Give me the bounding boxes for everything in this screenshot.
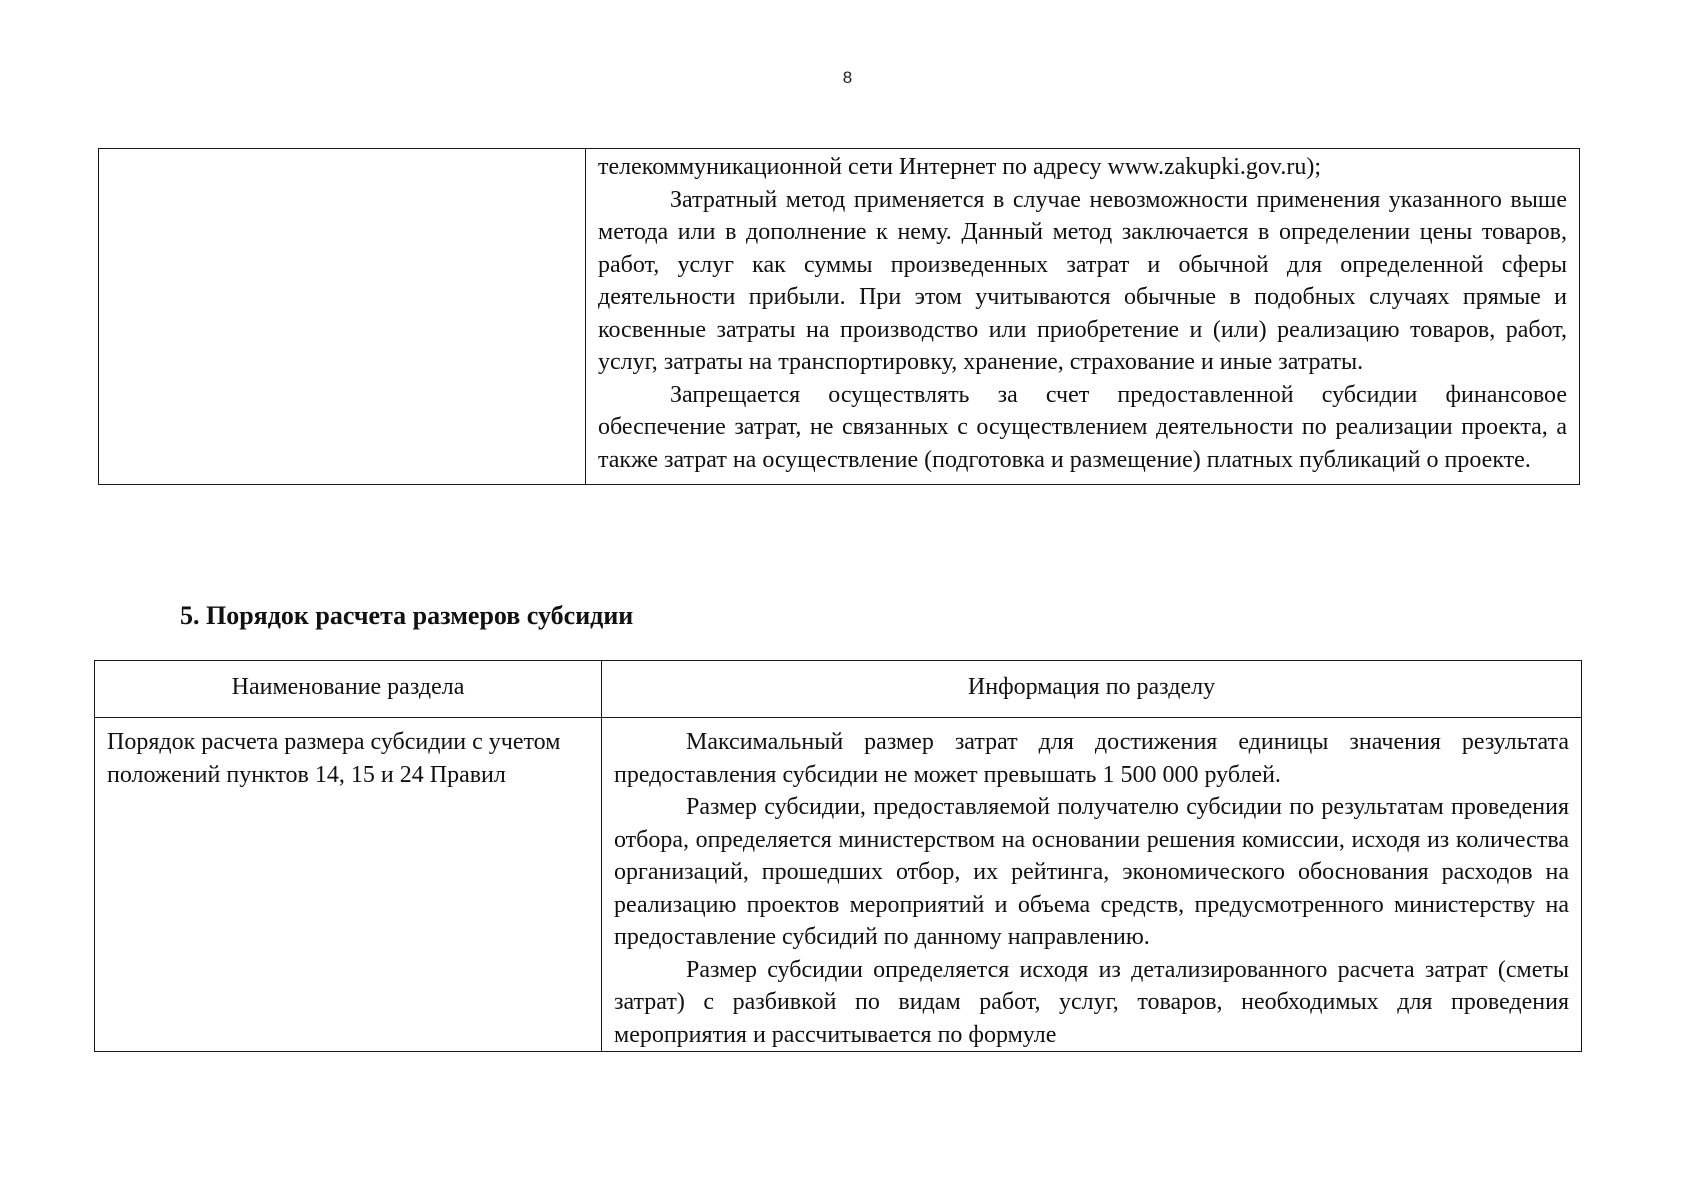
- table-row: [99, 149, 1580, 485]
- paragraph: Размер субсидии, предоставляемой получателю субсидии по результатам проведения отбора, определяется министерством на основании решения комиссии, исходя из количества организаций, прошедших отбор, их рейтинга, экономического обоснования расходов на реализацию проектов мероприятий и объема средств, предусмотренного министерству на предоставление субсидий по данному направлению.: [614, 794, 1569, 950]
- continuation-table: [98, 148, 1580, 485]
- section-name-text: Порядок расчета размера субсидии с учетом положений пунктов 14, 15 и 24 Правил: [107, 729, 561, 788]
- paragraph: Максимальный размер затрат для достижения единицы значения результата предоставления субсидии не может превышать 1 500 000 рублей.: [614, 729, 1569, 788]
- section-info-cell: [602, 718, 1582, 1052]
- paragraph: Затратный метод применяется в случае невозможности применения указанного выше метода или в дополнение к нему. Данный метод заключается в определении цены товаров, работ, услуг как суммы произведенных затрат и обычной для определенной сферы деятельности прибыли. При этом учитываются обычные в подобных случаях прямые и косвенные затраты на производство или приобретение и (или) реализацию товаров, работ, услуг, затраты на транспортировку, хранение, страхование и иные затраты.: [598, 186, 1567, 375]
- section-heading: 5. Порядок расчета размеров субсидии: [180, 601, 634, 630]
- paragraph: Запрещается осуществлять за счет предоставленной субсидии финансовое обеспечение затрат, не связанных с осуществлением деятельности по реализации проекта, а также затрат на осуществление (подготовка и размещение) платных публикаций о проекте.: [598, 381, 1567, 473]
- header-row: [95, 661, 1582, 718]
- column-header-section-name: Наименование раздела: [95, 661, 602, 718]
- subsidy-calculation-table: [94, 660, 1582, 1052]
- empty-left-cell: [99, 149, 586, 485]
- paragraph: Размер субсидии определяется исходя из детализированного расчета затрат (сметы затрат) с разбивкой по видам работ, услуг, товаров, необходимых для проведения мероприятия и рассчитывается по формуле: [614, 956, 1569, 1048]
- column-header-section-info: Информация по разделу: [602, 661, 1582, 718]
- section-name-cell: [95, 718, 602, 1052]
- paragraph: телекоммуникационной сети Интернет по адресу www.zakupki.gov.ru);: [598, 154, 1322, 180]
- page-number: 8: [842, 68, 853, 87]
- info-cell: [586, 149, 1580, 485]
- table-row: [95, 718, 1582, 1052]
